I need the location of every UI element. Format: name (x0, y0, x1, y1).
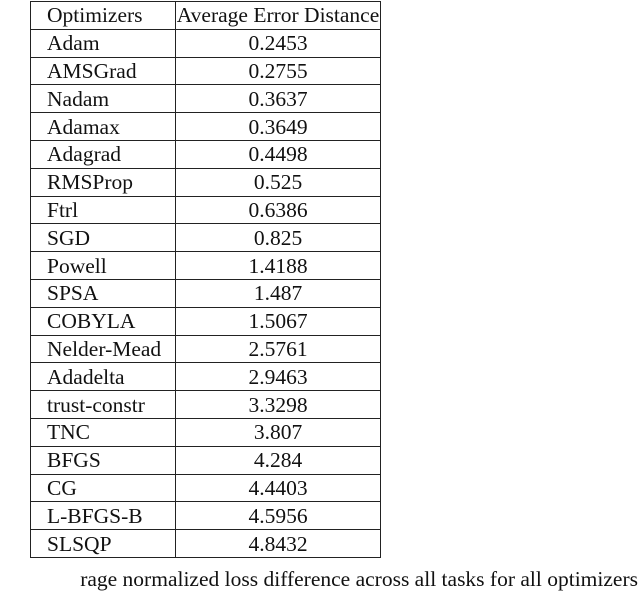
table-row (31, 279, 381, 307)
average-error-value: 4.284 (176, 446, 381, 474)
table-row (31, 474, 381, 502)
table-row (31, 335, 381, 363)
average-error-value: 4.8432 (176, 530, 381, 558)
table-row (31, 363, 381, 391)
average-error-value: 0.3637 (176, 85, 381, 113)
average-error-value: 1.4188 (176, 252, 381, 280)
optimizer-name: AMSGrad (31, 57, 176, 85)
average-error-value: 0.525 (176, 168, 381, 196)
optimizer-name: COBYLA (31, 307, 176, 335)
optimizer-name: TNC (31, 418, 176, 446)
optimizer-name: L-BFGS-B (31, 502, 176, 530)
optimizer-name: Adadelta (31, 363, 176, 391)
optimizer-name: Adam (31, 29, 176, 57)
table-row (31, 307, 381, 335)
optimizer-name: Adagrad (31, 140, 176, 168)
optimizer-name: Adamax (31, 113, 176, 141)
average-error-value: 1.487 (176, 279, 381, 307)
average-error-value: 0.4498 (176, 140, 381, 168)
optimizer-name: BFGS (31, 446, 176, 474)
table-header-row (31, 2, 381, 30)
average-error-value: 3.3298 (176, 391, 381, 419)
average-error-value: 4.5956 (176, 502, 381, 530)
table-row (31, 57, 381, 85)
optimizer-name: Ftrl (31, 196, 176, 224)
average-error-value: 0.3649 (176, 113, 381, 141)
optimizer-name: Powell (31, 252, 176, 280)
header-average-error-distance: Average Error Distance (176, 3, 380, 28)
table-row (31, 530, 381, 558)
table-row (31, 418, 381, 446)
optimizer-name: CG (31, 474, 176, 502)
optimizer-error-table (30, 1, 381, 558)
optimizer-name: trust-constr (31, 391, 176, 419)
average-error-value: 3.807 (176, 418, 381, 446)
average-error-value: 2.5761 (176, 335, 381, 363)
average-error-value: 2.9463 (176, 363, 381, 391)
optimizer-name: SGD (31, 224, 176, 252)
average-error-value: 0.825 (176, 224, 381, 252)
average-error-value: 0.6386 (176, 196, 381, 224)
table-row (31, 196, 381, 224)
table-row (31, 224, 381, 252)
table-row (31, 140, 381, 168)
table-row (31, 252, 381, 280)
table-row (31, 29, 381, 57)
table-row (31, 113, 381, 141)
table-row (31, 446, 381, 474)
optimizer-name: RMSProp (31, 168, 176, 196)
average-error-value: 0.2453 (176, 29, 381, 57)
optimizer-name: Nadam (31, 85, 176, 113)
table-row (31, 85, 381, 113)
table-row (31, 502, 381, 530)
average-error-value: 4.4403 (176, 474, 381, 502)
average-error-value: 1.5067 (176, 307, 381, 335)
table-caption: rage normalized loss difference across all tasks for all optimizers (80, 567, 638, 591)
header-optimizers: Optimizers (31, 2, 176, 30)
table-row (31, 391, 381, 419)
table-row (31, 168, 381, 196)
average-error-value: 0.2755 (176, 57, 381, 85)
optimizer-name: SLSQP (31, 530, 176, 558)
optimizer-name: Nelder-Mead (31, 335, 176, 363)
optimizer-name: SPSA (31, 279, 176, 307)
